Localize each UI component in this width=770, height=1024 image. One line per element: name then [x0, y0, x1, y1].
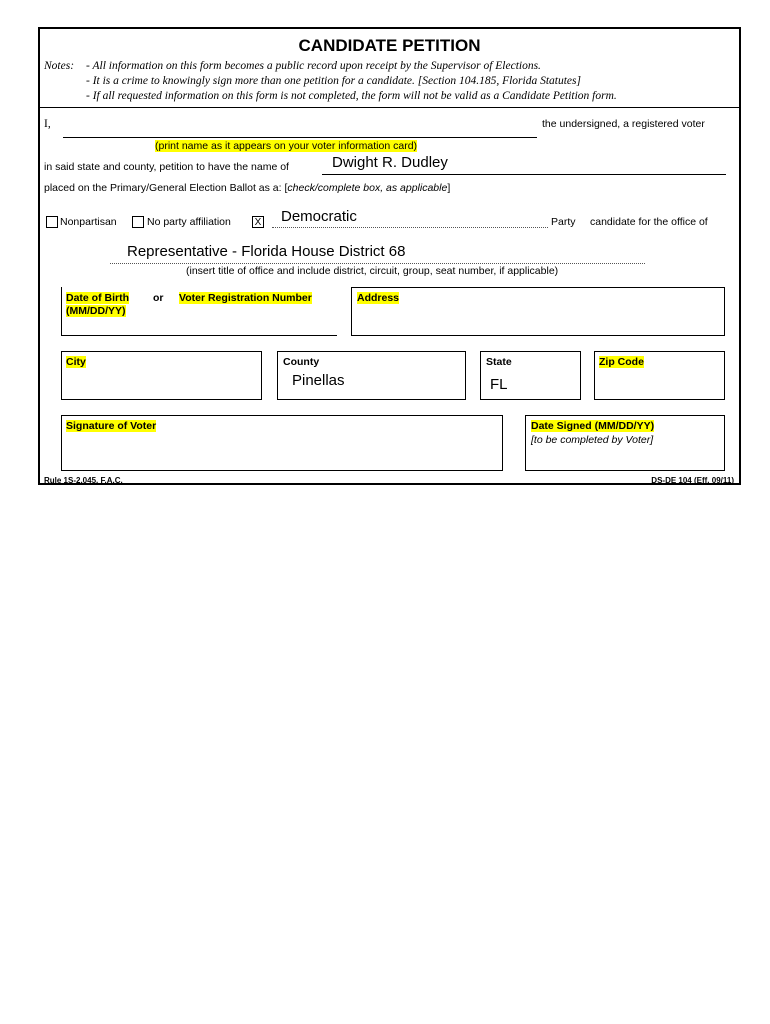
note-line-3: - If all requested information on this form is not completed, the form will not be valid as a Candidate Petition form.: [86, 90, 617, 102]
candidate-name[interactable]: Dwight R. Dudley: [332, 154, 448, 171]
nonpartisan-label: Nonpartisan: [60, 216, 117, 228]
city-box[interactable]: [61, 351, 262, 400]
address-box[interactable]: [351, 287, 725, 336]
office-value[interactable]: Representative - Florida House District 68: [127, 243, 406, 260]
undersigned-text: the undersigned, a registered voter: [542, 118, 705, 130]
i-label: I,: [44, 118, 51, 130]
dob-label-2: (MM/DD/YY): [66, 305, 126, 317]
office-hint: (insert title of office and include district, circuit, group, seat number, if applicable): [186, 265, 559, 277]
county-label: County: [283, 356, 320, 368]
party-name[interactable]: Democratic: [281, 208, 357, 225]
voter-name-line[interactable]: [63, 137, 537, 138]
nonpartisan-checkbox[interactable]: [46, 216, 58, 228]
party-checkbox[interactable]: X: [252, 216, 264, 228]
no-party-checkbox[interactable]: [132, 216, 144, 228]
no-party-label: No party affiliation: [147, 216, 231, 228]
placed-on-text: placed on the Primary/General Election Ballot as a: [check/complete box, as applicable]: [44, 182, 451, 194]
date-signed-label: Date Signed (MM/DD/YY): [531, 420, 655, 432]
party-label: Party: [551, 216, 576, 228]
print-name-hint: (print name as it appears on your voter information card): [155, 140, 418, 152]
notes-label: Notes:: [44, 60, 75, 72]
party-name-line: [272, 227, 548, 228]
date-signed-hint: [to be completed by Voter]: [531, 434, 654, 446]
note-line-1: - All information on this form becomes a public record upon receipt by the Supervisor of Elections.: [86, 60, 541, 72]
in-said-state-text: in said state and county, petition to have the name of: [44, 161, 289, 173]
state-value[interactable]: FL: [490, 376, 508, 393]
voter-reg-label: Voter Registration Number: [179, 292, 312, 304]
county-value[interactable]: Pinellas: [292, 372, 345, 389]
candidate-name-line: [322, 174, 726, 175]
zip-label: Zip Code: [599, 356, 644, 368]
city-label: City: [66, 356, 86, 368]
note-line-2: - It is a crime to knowingly sign more than one petition for a candidate. [Section 104.185, Florida Statutes]: [86, 75, 581, 87]
dob-label-1: Date of Birth: [66, 292, 129, 304]
candidate-for-text: candidate for the office of: [590, 216, 708, 228]
address-label: Address: [357, 292, 400, 304]
office-line: [110, 263, 645, 264]
form-id-footer: DS-DE 104 (Eff. 09/11): [651, 476, 734, 485]
form-title: CANDIDATE PETITION: [298, 36, 481, 55]
notes-divider: [38, 107, 741, 108]
or-label: or: [153, 292, 164, 304]
state-label: State: [486, 356, 512, 368]
rule-footer: Rule 1S-2.045, F.A.C.: [44, 476, 123, 485]
signature-label: Signature of Voter: [66, 420, 157, 432]
